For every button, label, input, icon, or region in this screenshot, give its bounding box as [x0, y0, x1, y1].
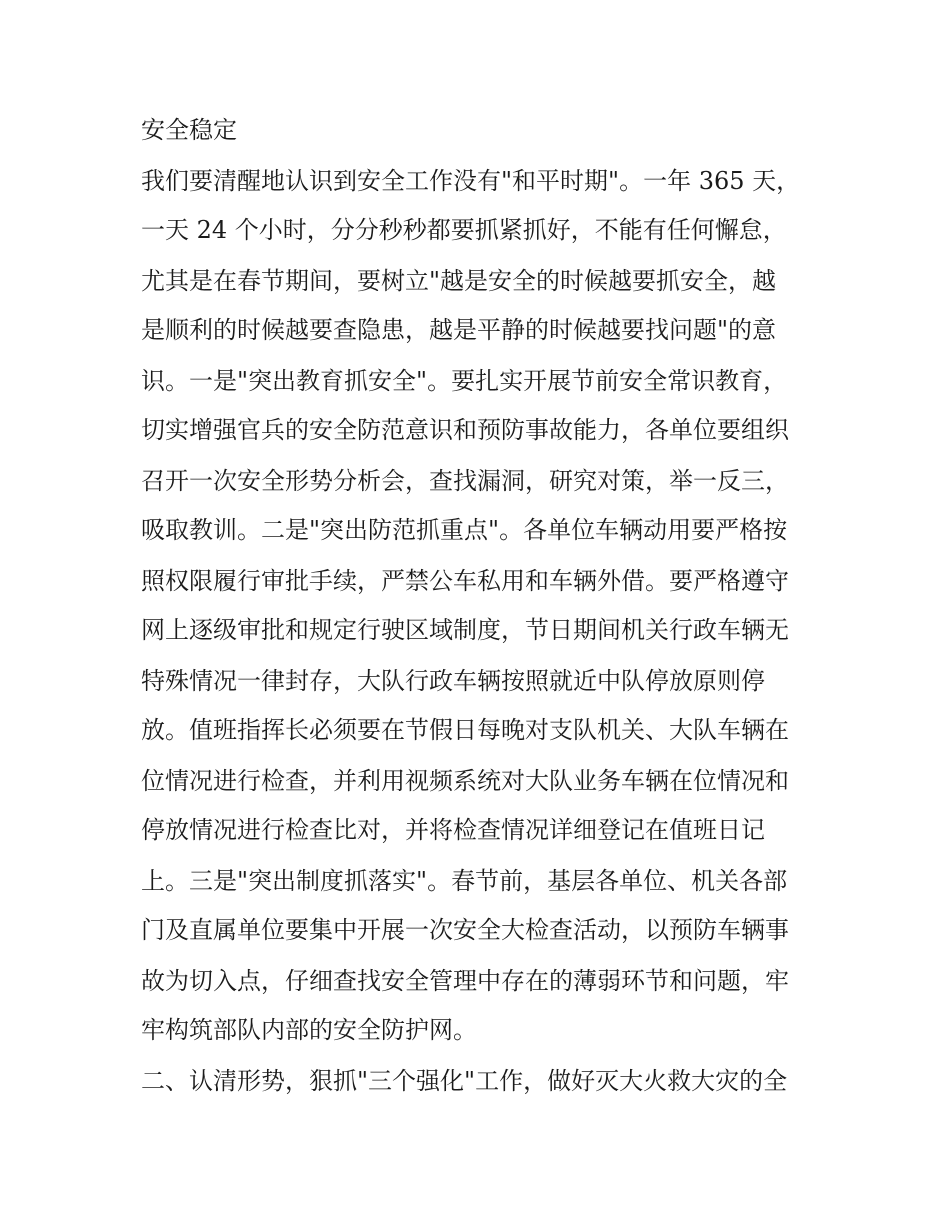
paragraph-line: 我们要清醒地认识到安全工作没有"和平时期"。一年 365 天，: [141, 167, 801, 195]
paragraph-line: 位情况进行检查，并利用视频系统对大队业务车辆在位情况和: [141, 767, 789, 795]
paragraph-line: 网上逐级审批和规定行驶区域制度，节日期间机关行政车辆无: [141, 616, 789, 644]
paragraph-line: 切实增强官兵的安全防范意识和预防事故能力，各单位要组织: [141, 416, 789, 444]
section-title: 安全稳定: [141, 116, 237, 144]
paragraph-line: 一天 24 个小时，分分秒秒都要抓紧抓好，不能有任何懈怠，: [141, 216, 787, 244]
paragraph-line: 特殊情况一律封存，大队行政车辆按照就近中队停放原则停: [141, 667, 765, 695]
paragraph-line: 停放情况进行检查比对，并将检查情况详细登记在值班日记: [141, 816, 765, 844]
paragraph-line: 召开一次安全形势分析会，查找漏洞，研究对策，举一反三，: [141, 467, 789, 495]
paragraph-line: 是顺利的时候越要查隐患，越是平静的时候越要找问题"的意: [141, 316, 777, 344]
paragraph-line: 牢构筑部队内部的安全防护网。: [141, 1016, 477, 1044]
paragraph-line: 门及直属单位要集中开展一次安全大检查活动，以预防车辆事: [141, 916, 789, 944]
paragraph-line: 故为切入点，仔细查找安全管理中存在的薄弱环节和问题，牢: [141, 967, 789, 995]
paragraph-line: 放。值班指挥长必须要在节假日每晚对支队机关、大队车辆在: [141, 716, 789, 744]
section-heading: 二、认清形势，狠抓"三个强化"工作，做好灭大火救大灾的全: [141, 1067, 788, 1095]
paragraph-line: 吸取教训。二是"突出防范抓重点"。各单位车辆动用要严格按: [141, 516, 788, 544]
paragraph-line: 照权限履行审批手续，严禁公车私用和车辆外借。要严格遵守: [141, 567, 789, 595]
paragraph-line: 识。一是"突出教育抓安全"。要扎实开展节前安全常识教育，: [141, 367, 788, 395]
paragraph-line: 上。三是"突出制度抓落实"。春节前，基层各单位、机关各部: [141, 867, 788, 895]
paragraph-line: 尤其是在春节期间，要树立"越是安全的时候越要抓安全，越: [141, 267, 777, 295]
